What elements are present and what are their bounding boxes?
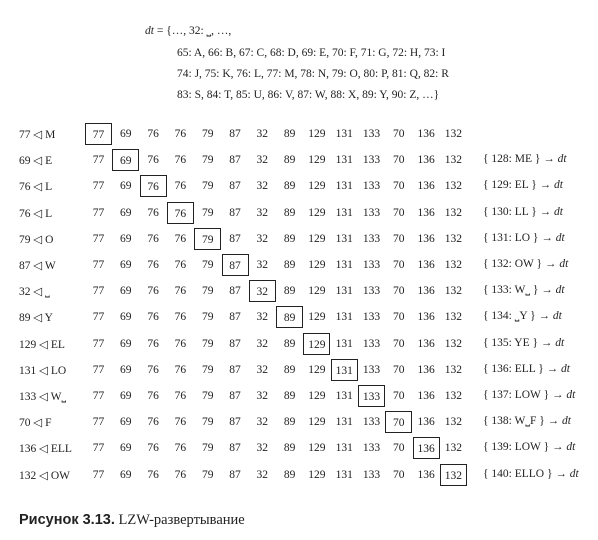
code-cell: 32 — [256, 259, 269, 271]
entry-target: dt — [555, 231, 565, 244]
table-row — [0, 202, 598, 224]
dictionary-entry — [483, 310, 562, 323]
code-cell: 69 — [120, 311, 132, 324]
entry-text: { 130: LL } → — [483, 205, 554, 218]
entry-target: dt — [553, 205, 563, 218]
code-cell: 133 — [362, 285, 381, 298]
row-label: 89 ◁ Y — [19, 312, 53, 325]
code-cell: 133 — [362, 442, 381, 455]
code-cell: 129 — [308, 285, 326, 298]
code-cell: 132 — [444, 206, 463, 219]
code-cell: 129 — [308, 259, 326, 271]
code-cell: 133 — [362, 311, 381, 324]
code-cell: 87 — [229, 180, 241, 193]
code-cell: 76 — [147, 259, 159, 271]
dictionary-line-4: 83: S, 84: T, 85: U, 86: V, 87: W, 88: X, 89: Y, 90: Z, …} — [177, 89, 440, 101]
current-code-cell: 133 — [358, 385, 385, 407]
entry-text: { 138: W⎵F } → — [483, 415, 563, 428]
code-cell: 70 — [393, 311, 405, 324]
code-cell: 133 — [362, 363, 381, 376]
code-cell: 77 — [92, 232, 105, 245]
dictionary-name: dt — [145, 25, 154, 37]
code-cell: 76 — [174, 154, 187, 167]
code-cell: 129 — [308, 232, 326, 245]
code-cell: 132 — [444, 363, 463, 376]
code-cell: 132 — [444, 154, 463, 167]
code-cell: 76 — [174, 363, 187, 376]
current-code-cell: 79 — [194, 228, 221, 250]
code-cell: 131 — [335, 206, 353, 219]
code-cell: 77 — [92, 180, 105, 193]
code-cell: 77 — [92, 154, 105, 167]
code-cell: 79 — [201, 442, 214, 455]
code-cell: 131 — [335, 285, 353, 298]
current-code-cell: 87 — [222, 254, 249, 276]
code-cell: 76 — [147, 285, 159, 298]
code-cell: 70 — [393, 285, 405, 298]
code-cell: 79 — [201, 337, 214, 350]
code-cell: 132 — [444, 442, 463, 455]
current-code-cell: 76 — [167, 202, 194, 224]
code-cell: 69 — [120, 442, 132, 455]
code-cell: 76 — [147, 154, 159, 167]
entry-text: { 131: LO } → — [483, 231, 556, 244]
dictionary-entry — [483, 232, 565, 244]
row-label: 76 ◁ L — [19, 207, 53, 220]
code-cell: 87 — [229, 311, 241, 324]
row-label: 79 ◁ O — [19, 233, 54, 246]
code-cell: 136 — [417, 390, 435, 402]
code-cell: 77 — [92, 311, 105, 324]
code-cell: 133 — [362, 337, 381, 350]
dictionary-entry — [483, 441, 575, 453]
code-cell: 77 — [92, 390, 105, 402]
code-cell: 70 — [393, 390, 405, 402]
code-cell: 79 — [201, 416, 214, 429]
code-cell: 136 — [417, 154, 435, 167]
code-cell: 76 — [147, 390, 159, 402]
code-cell: 87 — [229, 442, 241, 455]
row-label: 32 ◁ ⎵ — [19, 286, 50, 299]
code-cell: 32 — [256, 206, 269, 219]
code-cell: 89 — [283, 416, 296, 429]
code-cell: 79 — [201, 390, 214, 402]
dictionary-entry — [483, 363, 570, 375]
code-cell: 132 — [444, 311, 463, 324]
code-cell: 89 — [283, 337, 296, 350]
code-cell: 132 — [444, 180, 463, 193]
code-cell: 77 — [92, 259, 105, 271]
code-cell: 76 — [147, 206, 159, 219]
current-code-cell: 76 — [140, 175, 167, 197]
current-code-cell: 89 — [276, 306, 303, 328]
table-row — [0, 149, 598, 171]
code-cell: 70 — [393, 154, 405, 167]
code-cell: 131 — [335, 416, 353, 429]
code-cell: 76 — [174, 442, 187, 455]
code-cell: 89 — [283, 442, 296, 455]
current-code-cell: 131 — [331, 359, 358, 381]
code-cell: 131 — [335, 154, 353, 167]
entry-target: dt — [555, 284, 565, 297]
entry-target: dt — [561, 362, 570, 375]
figure-caption — [19, 512, 245, 529]
code-cell: 131 — [335, 390, 353, 402]
entry-target: dt — [552, 310, 562, 323]
code-cell: 32 — [256, 337, 269, 350]
code-cell: 76 — [147, 311, 159, 324]
code-cell: 70 — [393, 337, 405, 350]
code-cell: 133 — [362, 416, 381, 429]
code-cell: 89 — [283, 363, 296, 376]
code-cell: 76 — [174, 128, 187, 140]
code-cell: 79 — [201, 154, 214, 167]
row-label: 77 ◁ M — [19, 129, 56, 141]
row-label: 87 ◁ W — [19, 260, 56, 272]
code-cell: 131 — [335, 128, 353, 140]
current-code-cell: 70 — [385, 411, 412, 433]
table-row — [0, 123, 598, 145]
code-cell: 89 — [283, 468, 296, 481]
code-cell: 70 — [393, 128, 405, 140]
code-cell: 136 — [417, 128, 435, 140]
row-label: 69 ◁ E — [19, 155, 53, 168]
code-cell: 133 — [362, 128, 381, 140]
code-cell: 129 — [308, 390, 326, 402]
code-cell: 79 — [201, 206, 214, 219]
code-cell: 76 — [147, 416, 159, 429]
code-cell: 87 — [229, 128, 241, 140]
code-cell: 69 — [120, 285, 132, 298]
code-cell: 70 — [393, 206, 405, 219]
code-cell: 70 — [393, 442, 405, 455]
code-cell: 89 — [283, 180, 296, 193]
code-cell: 79 — [201, 468, 214, 481]
code-cell: 69 — [120, 180, 132, 193]
table-row — [0, 385, 598, 407]
code-cell: 87 — [229, 416, 241, 429]
row-label: 70 ◁ F — [19, 417, 52, 430]
code-cell: 132 — [444, 416, 463, 429]
table-row — [0, 306, 598, 328]
code-cell: 76 — [174, 337, 187, 350]
code-cell: 133 — [362, 180, 381, 193]
code-cell: 136 — [417, 416, 435, 429]
current-code-cell: 77 — [85, 123, 112, 145]
entry-text: { 136: ELL } → — [483, 362, 562, 375]
code-cell: 76 — [147, 442, 159, 455]
code-cell: 129 — [308, 416, 326, 429]
code-cell: 131 — [335, 468, 353, 481]
dictionary-line-3: 74: J, 75: K, 76: L, 77: M, 78: N, 79: O, 80: P, 81: Q, 82: R — [177, 68, 449, 80]
code-cell: 132 — [444, 128, 463, 140]
code-cell: 32 — [256, 128, 269, 140]
code-cell: 79 — [201, 285, 214, 298]
code-cell: 69 — [120, 468, 132, 481]
code-cell: 129 — [308, 180, 326, 193]
table-row — [0, 411, 598, 433]
code-cell: 136 — [417, 468, 435, 481]
code-cell: 76 — [174, 311, 187, 324]
code-cell: 76 — [174, 285, 187, 298]
row-label: 129 ◁ EL — [19, 338, 65, 351]
code-cell: 76 — [147, 232, 159, 245]
entry-text: { 137: LOW } → — [483, 389, 567, 401]
caption-text: LZW-развертывание — [114, 512, 245, 528]
code-cell: 32 — [256, 442, 269, 455]
dictionary-line-2: 65: A, 66: B, 67: C, 68: D, 69: E, 70: F, 71: G, 72: H, 73: I — [177, 47, 446, 59]
code-cell: 129 — [308, 154, 326, 167]
dictionary-entry — [483, 468, 579, 480]
dictionary-entry — [483, 206, 563, 218]
code-cell: 69 — [120, 128, 132, 140]
table-row — [0, 359, 598, 381]
code-cell: 132 — [444, 285, 463, 298]
code-cell: 32 — [256, 390, 269, 402]
code-cell: 79 — [201, 180, 214, 193]
code-cell: 76 — [174, 259, 187, 271]
code-cell: 79 — [201, 311, 214, 324]
code-cell: 32 — [256, 363, 269, 376]
row-label: 133 ◁ W⎵ — [19, 391, 67, 403]
code-cell: 32 — [256, 154, 269, 167]
code-cell: 76 — [174, 468, 187, 481]
table-row — [0, 333, 598, 355]
table-row — [0, 437, 598, 459]
dictionary-entry — [483, 153, 567, 165]
current-code-cell: 69 — [112, 149, 139, 171]
code-cell: 131 — [335, 311, 353, 324]
entry-text: { 140: ELLO } → — [483, 467, 570, 480]
code-cell: 77 — [92, 468, 105, 481]
dictionary-entry — [483, 284, 565, 297]
dictionary-line-1: = {…, 32: ⎵, …, — [156, 25, 232, 37]
code-cell: 136 — [417, 337, 435, 350]
code-cell: 129 — [308, 128, 326, 140]
table-row — [0, 280, 598, 302]
code-cell: 69 — [120, 337, 132, 350]
code-cell: 132 — [444, 232, 463, 245]
code-cell: 136 — [417, 206, 435, 219]
code-cell: 70 — [393, 180, 405, 193]
dictionary-entry — [483, 337, 564, 349]
code-cell: 136 — [417, 259, 435, 271]
table-row — [0, 254, 598, 276]
entry-text: { 139: LOW } → — [483, 441, 567, 454]
code-cell: 32 — [256, 311, 269, 324]
code-cell: 129 — [308, 468, 326, 481]
current-code-cell: 32 — [249, 280, 276, 302]
entry-text: { 135: YE } → — [483, 336, 556, 349]
code-cell: 76 — [174, 232, 187, 245]
code-cell: 133 — [362, 232, 381, 245]
code-cell: 133 — [362, 468, 381, 481]
entry-text: { 128: ME } → — [483, 153, 558, 166]
entry-target: dt — [557, 153, 567, 166]
code-cell: 69 — [120, 363, 132, 376]
entry-text: { 133: W⎵ } → — [483, 284, 556, 297]
dictionary-entry — [483, 258, 568, 270]
entry-target: dt — [553, 179, 563, 192]
code-cell: 32 — [256, 468, 269, 481]
code-cell: 70 — [393, 232, 405, 245]
table-row — [0, 464, 598, 486]
code-cell: 69 — [120, 232, 132, 245]
code-cell: 87 — [229, 154, 241, 167]
current-code-cell: 129 — [303, 333, 330, 355]
entry-target: dt — [555, 336, 565, 349]
code-cell: 87 — [229, 337, 241, 350]
code-cell: 129 — [308, 206, 326, 219]
code-cell: 69 — [120, 416, 132, 429]
code-cell: 89 — [283, 285, 296, 298]
code-cell: 76 — [147, 363, 159, 376]
code-cell: 133 — [362, 206, 381, 219]
current-code-cell: 136 — [413, 437, 440, 459]
code-cell: 136 — [417, 285, 435, 298]
code-cell: 77 — [92, 442, 105, 455]
dictionary-entry — [483, 179, 563, 191]
code-cell: 77 — [92, 206, 105, 219]
code-cell: 131 — [335, 442, 353, 455]
code-cell: 70 — [393, 468, 405, 481]
code-cell: 79 — [201, 128, 214, 140]
code-cell: 131 — [335, 259, 353, 271]
caption-number: Рисунок 3.13. — [19, 512, 115, 528]
code-cell: 87 — [229, 206, 241, 219]
code-cell: 32 — [256, 416, 269, 429]
code-cell: 87 — [229, 232, 241, 245]
code-cell: 32 — [256, 180, 269, 193]
row-label: 132 ◁ OW — [19, 469, 71, 482]
code-cell: 79 — [201, 259, 214, 271]
code-cell: 132 — [444, 259, 463, 271]
code-cell: 129 — [308, 311, 326, 324]
code-cell: 76 — [147, 337, 159, 350]
code-cell: 76 — [147, 468, 159, 481]
code-cell: 77 — [92, 285, 105, 298]
code-cell: 32 — [256, 232, 269, 245]
code-cell: 136 — [417, 311, 435, 324]
dictionary-entry — [483, 389, 575, 401]
code-cell: 87 — [229, 363, 241, 376]
code-cell: 131 — [335, 337, 353, 350]
table-row — [0, 175, 598, 197]
code-cell: 133 — [362, 259, 381, 271]
code-cell: 89 — [283, 390, 296, 402]
current-code-cell: 132 — [440, 464, 467, 486]
entry-target: dt — [562, 415, 571, 428]
code-cell: 133 — [362, 154, 381, 167]
code-cell: 69 — [120, 390, 132, 402]
row-label: 76 ◁ L — [19, 181, 53, 194]
row-label: 136 ◁ ELL — [19, 443, 72, 456]
code-cell: 76 — [174, 390, 187, 402]
code-cell: 87 — [229, 390, 241, 402]
code-cell: 69 — [120, 259, 132, 271]
code-cell: 76 — [174, 416, 187, 429]
row-label: 131 ◁ LO — [19, 364, 67, 377]
entry-target: dt — [566, 389, 576, 401]
code-cell: 89 — [283, 128, 296, 140]
code-cell: 89 — [283, 206, 296, 219]
code-cell: 76 — [147, 128, 159, 140]
code-cell: 136 — [417, 232, 435, 245]
code-cell: 131 — [335, 232, 353, 245]
code-cell: 87 — [229, 468, 241, 481]
entry-target: dt — [566, 441, 576, 454]
table-row — [0, 228, 598, 250]
entry-text: { 129: EL } → — [483, 179, 554, 192]
entry-text: { 132: OW } → — [483, 258, 560, 270]
code-cell: 77 — [92, 337, 105, 350]
code-cell: 131 — [335, 180, 353, 193]
code-cell: 129 — [308, 442, 326, 455]
code-cell: 136 — [417, 363, 435, 376]
code-cell: 89 — [283, 154, 296, 167]
code-cell: 77 — [92, 363, 105, 376]
code-cell: 129 — [308, 363, 326, 376]
entry-target: dt — [559, 258, 569, 270]
code-cell: 79 — [201, 363, 214, 376]
code-cell: 77 — [92, 416, 105, 429]
code-cell: 89 — [283, 232, 296, 245]
code-cell: 69 — [120, 206, 132, 219]
code-cell: 136 — [417, 180, 435, 193]
code-cell: 132 — [444, 337, 463, 350]
code-cell: 76 — [174, 180, 187, 193]
code-cell: 132 — [444, 390, 463, 402]
code-cell: 87 — [229, 285, 241, 298]
dictionary-entry — [483, 415, 571, 428]
code-cell: 70 — [393, 259, 405, 271]
code-cell: 70 — [393, 363, 405, 376]
entry-text: { 134: ⎵Y } → — [483, 310, 553, 323]
entry-target: dt — [569, 467, 579, 480]
code-cell: 89 — [283, 259, 296, 271]
